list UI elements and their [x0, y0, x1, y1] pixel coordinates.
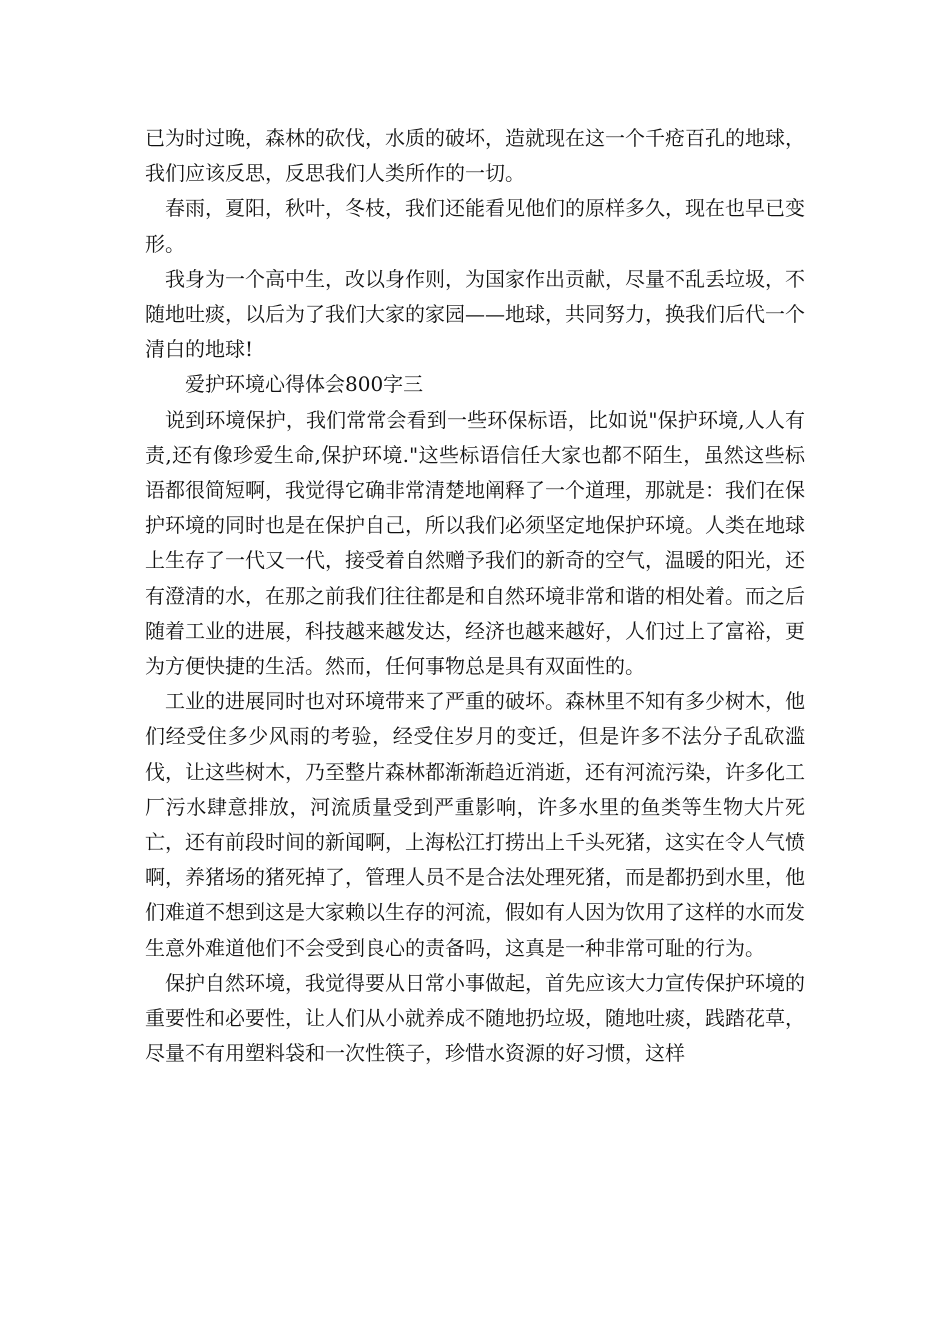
paragraph-5: 工业的进展同时也对环境带来了严重的破坏。森林里不知有多少树木，他们经受住多少风雨的考验，经受住岁月的变迁，但是许多不法分子乱砍滥伐，让这些树木，乃至整片森林都渐渐趋近消逝，还有河流污染，许多化工厂污水肆意排放，河流质量受到严重影响，许多水里的鱼类等生物大片死亡，还有前段时间的新闻啊，上海松江打捞出上千头死猪，这实在令人气愤啊，养猪场的猪死掉了，管理人员不是合法处理死猪，而是都扔到水里，他们难道不想到这是大家赖以生存的河流，假如有人因为饮用了这样的水而发生意外难道他们不会受到良心的责备吗，这真是一种非常可耻的行为。 [145, 689, 805, 960]
paragraph-6: 保护自然环境，我觉得要从日常小事做起，首先应该大力宣传保护环境的重要性和必要性，让人们从小就养成不随地扔垃圾，随地吐痰，践踏花草，尽量不有用塑料袋和一次性筷子，珍惜水资源的好习惯，这样 [145, 970, 805, 1066]
paragraph-4: 说到环境保护，我们常常会看到一些环保标语，比如说"保护环境,人人有责,还有像珍爱生命,保护环境."这些标语信任大家也都不陌生，虽然这些标语都很简短啊，我觉得它确非常清楚地阐释了一个道理，那就是：我们在保护环境的同时也是在保护自己，所以我们必须坚定地保护环境。人类在地球上生存了一代又一代，接受着自然赠予我们的新奇的空气，温暖的阳光，还有澄清的水，在那之前我们往往都是和自然环境非常和谐的相处着。而之后随着工业的进展，科技越来越发达，经济也越来越好，人们过上了富裕，更为方便快捷的生活。然而，任何事物总是具有双面性的。 [145, 407, 805, 679]
section-heading: 爱护环境心得体会800字三 [185, 372, 424, 397]
paragraph-1: 已为时过晚，森林的砍伐，水质的破坏，造就现在这一个千疮百孔的地球，我们应该反思，反思我们人类所作的一切。 [145, 126, 805, 186]
essay-body [145, 121, 805, 1071]
paragraph-3: 我身为一个高中生，改以身作则，为国家作出贡献，尽量不乱丢垃圾，不随地吐痰，以后为了我们大家的家园——地球，共同努力，换我们后代一个清白的地球! [145, 266, 805, 362]
paragraph-2: 春雨，夏阳，秋叶，冬枝，我们还能看见他们的原样多久，现在也早已变形。 [145, 196, 805, 256]
